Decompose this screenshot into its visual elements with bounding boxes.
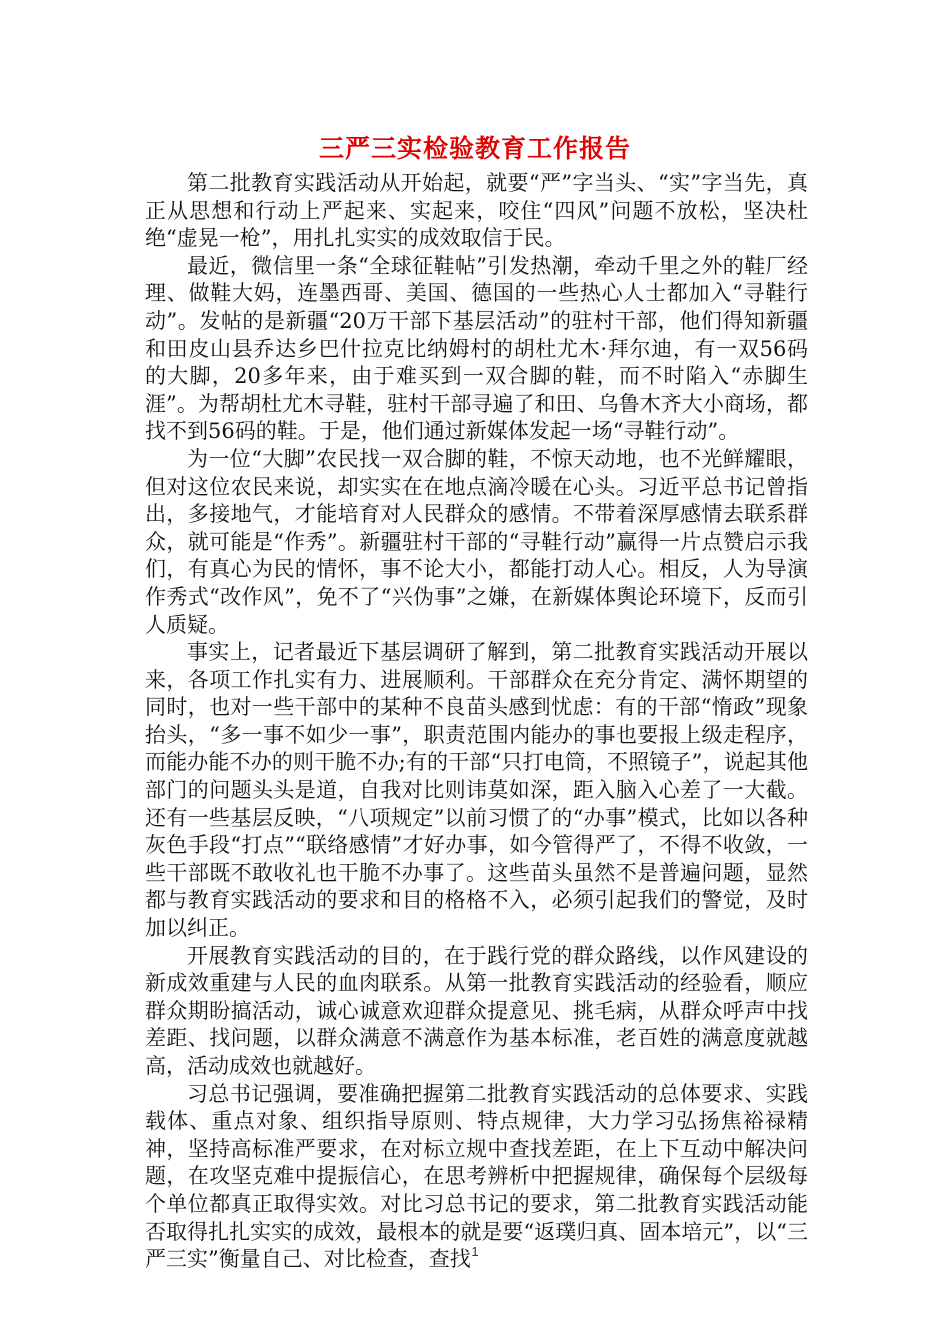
paragraph-6: 习总书记强调，要准确把握第二批教育实践活动的总体要求、实践载体、重点对象、组织指导原则、特点规律，大力学习弘扬焦裕禄精神，坚持高标准严要求，在对标立规中查找差距，在上下互动中解决问题，在攻坚克难中提振信心，在思考辨析中把握规律，确保每个层级每个单位都真正取得实效。对比习总书记的要求，第二批教育实践活动能否取得扎扎实实的成效，最根本的就是要“返璞归真、固本培元”，以“三严三实”衡量自己、对比检查，查找 [145,1081,808,1272]
paragraph-2: 最近，微信里一条“全球征鞋帖”引发热潮，牵动千里之外的鞋厂经理、做鞋大妈，连墨西哥、美国、德国的一些热心人士都加入“寻鞋行动”。发帖的是新疆“20万干部下基层活动”的驻村干部，他们得知新疆和田皮山县乔达乡巴什拉克比纳姆村的胡杜尤木·拜尔迪，有一双56码的大脚，20多年来，由于难买到一双合脚的鞋，而不时陷入“赤脚生涯”。为帮胡杜尤木寻鞋，驻村干部寻遍了和田、乌鲁木齐大小商场，都找不到56码的鞋。于是，他们通过新媒体发起一场“寻鞋行动”。 [145,253,808,444]
paragraph-5: 开展教育实践活动的目的，在于践行党的群众路线，以作风建设的新成效重建与人民的血肉联系。从第一批教育实践活动的经验看，顺应群众期盼搞活动，诚心诚意欢迎群众提意见、挑毛病，从群众呼声中找差距、找问题，以群众满意不满意作为基本标准，老百姓的满意度就越高，活动成效也就越好。 [145,943,808,1078]
paragraph-4: 事实上，记者最近下基层调研了解到，第二批教育实践活动开展以来，各项工作扎实有力、进展顺利。干部群众在充分肯定、满怀期望的同时，也对一些干部中的某种不良苗头感到忧虑：有的干部“惰政”现象抬头，“多一事不如少一事”，职责范围内能办的事也要报上级走程序，而能办能不办的则干脆不办;有的干部“只打电筒，不照镜子”，说起其他部门的问题头头是道，自我对比则讳莫如深，距入脑入心差了一大截。还有一些基层反映，“八项规定”以前习惯了的“办事”模式，比如以各种灰色手段“打点”“联络感情”才好办事，如今管得严了，不得不收敛，一些干部既不敢收礼也干脆不办事了。这些苗头虽然不是普遍问题，显然都与教育实践活动的要求和目的格格不入，必须引起我们的警觉，及时加以纠正。 [145,640,808,941]
paragraph-3: 为一位“大脚”农民找一双合脚的鞋，不惊天动地，也不光鲜耀眼，但对这位农民来说，却实实在在地点滴冷暖在心头。习近平总书记曾指出，多接地气，才能培育对人民群众的感情。不带着深厚感情去联系群众，就可能是“作秀”。新疆驻村干部的“寻鞋行动”赢得一片点赞启示我们，有真心为民的情怀，事不论大小，都能打动人心。相反，人为导演作秀式“改作风”，免不了“兴伪事”之嫌，在新媒体舆论环境下，反而引人质疑。 [145,446,808,637]
page-number: 1 [471,1244,479,1259]
document-body [145,170,808,1274]
document-title: 三严三实检验教育工作报告 [318,134,631,163]
paragraph-1: 第二批教育实践活动从开始起，就要“严”字当头、“实”字当先，真正从思想和行动上严起来、实起来，咬住“四风”问题不放松，坚决杜绝“虚晃一枪”，用扎扎实实的成效取信于民。 [145,171,808,251]
